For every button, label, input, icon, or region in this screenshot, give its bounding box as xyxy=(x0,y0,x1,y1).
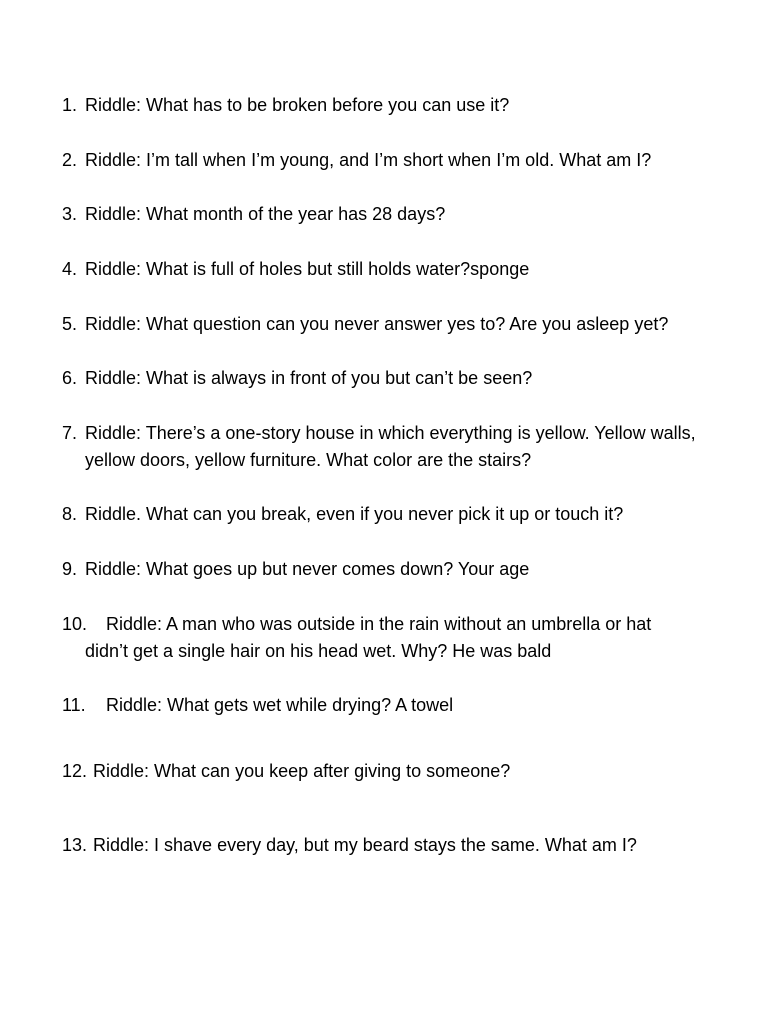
list-item xyxy=(62,758,742,785)
item-number: 4. xyxy=(62,259,78,279)
item-number: 1. xyxy=(62,95,78,115)
item-number: 12. xyxy=(62,761,88,781)
list-item xyxy=(62,501,742,528)
list-item xyxy=(62,692,742,719)
item-number: 13. xyxy=(62,835,88,855)
list-item xyxy=(62,556,742,583)
list-item xyxy=(62,365,742,392)
list-item xyxy=(62,201,742,228)
item-number: 9. xyxy=(62,559,78,579)
item-text: Riddle: What month of the year has 28 days? xyxy=(85,204,446,224)
item-text: Riddle: What has to be broken before you can use it? xyxy=(85,95,510,115)
item-text: Riddle: I’m tall when I’m young, and I’m short when I’m old. What am I? xyxy=(85,150,652,170)
item-text: Riddle: What gets wet while drying? A towel xyxy=(106,695,454,715)
item-text: Riddle: What is always in front of you but can’t be seen? xyxy=(85,368,533,388)
item-text: Riddle: I shave every day, but my beard stays the same. What am I? xyxy=(93,835,637,855)
item-number: 2. xyxy=(62,150,78,170)
list-item xyxy=(62,311,742,338)
item-text: Riddle: What can you keep after giving to someone? xyxy=(93,761,511,781)
item-number: 6. xyxy=(62,368,78,388)
list-item xyxy=(62,420,742,474)
item-text-continued: didn’t get a single hair on his head wet. Why? He was bald xyxy=(85,641,552,661)
item-text: Riddle: What goes up but never comes down? Your age xyxy=(85,559,530,579)
list-item xyxy=(62,147,742,174)
item-text: Riddle: What question can you never answer yes to? Are you asleep yet? xyxy=(85,314,669,334)
item-text: Riddle: A man who was outside in the rain without an umbrella or hat xyxy=(106,614,652,634)
item-number: 8. xyxy=(62,504,78,524)
item-number: 3. xyxy=(62,204,78,224)
item-text: Riddle: What is full of holes but still holds water?sponge xyxy=(85,259,530,279)
item-text: Riddle. What can you break, even if you never pick it up or touch it? xyxy=(85,504,624,524)
list-item xyxy=(62,92,742,119)
item-number: 11. xyxy=(62,695,86,715)
item-number: 5. xyxy=(62,314,78,334)
item-number: 7. xyxy=(62,423,78,443)
list-item xyxy=(62,832,742,859)
item-text: Riddle: There’s a one-story house in which everything is yellow. Yellow walls, xyxy=(85,423,696,443)
item-number: 10. xyxy=(62,614,88,634)
list-item xyxy=(62,256,742,283)
list-item xyxy=(62,611,742,665)
item-text-continued: yellow doors, yellow furniture. What color are the stairs? xyxy=(85,450,532,470)
